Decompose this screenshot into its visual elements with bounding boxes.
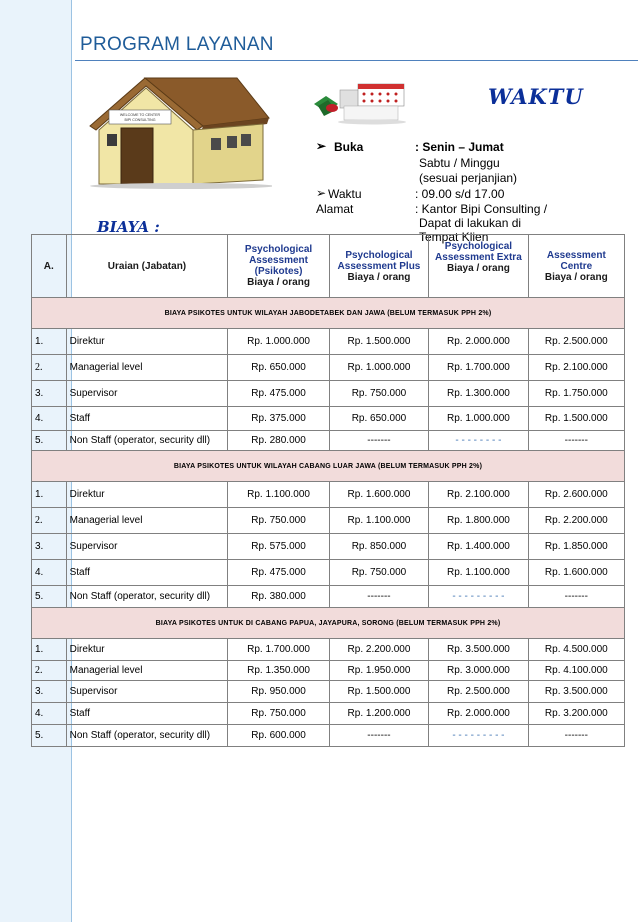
waktu-value: : 09.00 s/d 17.00 xyxy=(415,187,505,201)
house-window xyxy=(227,136,237,148)
price-psikotes: Rp. 380.000 xyxy=(228,586,329,608)
price-psikotes: Rp. 650.000 xyxy=(228,355,329,381)
header-line: (Psikotes) xyxy=(254,266,303,277)
price-extra: Rp. 2.500.000 xyxy=(429,681,528,703)
price-plus: Rp. 650.000 xyxy=(329,407,428,431)
role-cell: Managerial level xyxy=(66,355,228,381)
price-centre: Rp. 2.600.000 xyxy=(528,482,624,508)
row-number: 4. xyxy=(32,703,67,725)
price-psikotes: Rp. 1.100.000 xyxy=(228,482,329,508)
row-number: 3. xyxy=(32,381,67,407)
price-centre: ------- xyxy=(528,431,624,451)
house-sign-line2: BIPI CONSULTING xyxy=(124,118,156,122)
section-title: BIAYA PSIKOTES UNTUK DI CABANG PAPUA, JAYAPURA, SORONG (BELUM TERMASUK PPH 2%) xyxy=(32,608,625,639)
price-psikotes: Rp. 475.000 xyxy=(228,560,329,586)
price-psikotes: Rp. 375.000 xyxy=(228,407,329,431)
price-psikotes: Rp. 475.000 xyxy=(228,381,329,407)
table-row xyxy=(32,329,625,355)
price-extra: - - - - - - - - xyxy=(429,431,528,451)
row-number: 2. xyxy=(32,355,67,381)
header-psychological-assessment xyxy=(228,235,329,298)
section-header-row xyxy=(32,298,625,329)
table-row xyxy=(32,355,625,381)
row-number: 3. xyxy=(32,534,67,560)
price-extra: Rp. 3.000.000 xyxy=(429,661,528,681)
price-centre: Rp. 2.500.000 xyxy=(528,329,624,355)
section-title: BIAYA PSIKOTES UNTUK WILAYAH CABANG LUAR JAWA (BELUM TERMASUK PPH 2%) xyxy=(32,451,625,482)
price-plus: Rp. 1.500.000 xyxy=(329,329,428,355)
price-plus: Rp. 1.950.000 xyxy=(329,661,428,681)
header-line: Psychological xyxy=(444,241,513,252)
house-door xyxy=(121,128,153,184)
title-underline xyxy=(75,60,638,61)
row-number: 4. xyxy=(32,560,67,586)
row-number: 3. xyxy=(32,681,67,703)
buka-extra-2: (sesuai perjanjian) xyxy=(419,171,518,185)
alamat-value: : Kantor Bipi Consulting / xyxy=(415,202,548,216)
price-plus: Rp. 1.600.000 xyxy=(329,482,428,508)
header-line: Biaya / orang xyxy=(347,271,411,283)
header-line: Assessment xyxy=(546,249,606,261)
price-psikotes: Rp. 280.000 xyxy=(228,431,329,451)
table-body xyxy=(32,298,625,747)
header-line: Biaya / orang xyxy=(447,263,510,274)
table-row xyxy=(32,703,625,725)
price-plus: Rp. 1.100.000 xyxy=(329,508,428,534)
price-extra: Rp. 3.500.000 xyxy=(429,639,528,661)
gift-calendar-decoration xyxy=(312,82,408,126)
table-header-row xyxy=(32,235,625,298)
price-centre: Rp. 1.600.000 xyxy=(528,560,624,586)
price-centre: Rp. 4.500.000 xyxy=(528,639,624,661)
buka-value: : Senin – Jumat xyxy=(415,140,504,154)
price-plus: Rp. 1.000.000 xyxy=(329,355,428,381)
role-cell: Non Staff (operator, security dll) xyxy=(66,431,228,451)
price-extra: Rp. 1.300.000 xyxy=(429,381,528,407)
section-title: BIAYA PSIKOTES UNTUK WILAYAH JABODETABEK DAN JAWA (BELUM TERMASUK PPH 2%) xyxy=(32,298,625,329)
house-window xyxy=(107,134,117,146)
price-centre: Rp. 4.100.000 xyxy=(528,661,624,681)
header-no: A. xyxy=(32,235,67,298)
price-extra: - - - - - - - - - xyxy=(429,586,528,608)
waktu-label: Waktu xyxy=(328,187,362,201)
table-row xyxy=(32,586,625,608)
role-cell: Non Staff (operator, security dll) xyxy=(66,725,228,747)
price-centre: Rp. 2.100.000 xyxy=(528,355,624,381)
price-centre: Rp. 3.200.000 xyxy=(528,703,624,725)
price-table xyxy=(31,234,625,747)
header-uraian: Uraian (Jabatan) xyxy=(66,235,228,298)
price-extra: Rp. 1.100.000 xyxy=(429,560,528,586)
header-assessment-centre xyxy=(528,235,624,298)
header-line: Biaya / orang xyxy=(544,271,608,283)
house-window xyxy=(241,134,251,146)
price-extra: Rp. 2.000.000 xyxy=(429,703,528,725)
price-plus: Rp. 750.000 xyxy=(329,381,428,407)
house-illustration xyxy=(87,72,272,190)
row-number: 2. xyxy=(32,508,67,534)
price-extra: Rp. 1.800.000 xyxy=(429,508,528,534)
price-centre: Rp. 3.500.000 xyxy=(528,681,624,703)
role-cell: Supervisor xyxy=(66,681,228,703)
row-number: 1. xyxy=(32,329,67,355)
price-extra: Rp. 1.000.000 xyxy=(429,407,528,431)
price-extra: Rp. 2.100.000 xyxy=(429,482,528,508)
price-centre: ------- xyxy=(528,586,624,608)
price-plus: Rp. 750.000 xyxy=(329,560,428,586)
role-cell: Staff xyxy=(66,407,228,431)
table-row xyxy=(32,681,625,703)
header-line: Assessment xyxy=(249,255,308,266)
row-number: 5. xyxy=(32,586,67,608)
header-line: Psychological xyxy=(244,244,313,255)
buka-extra-1: Sabtu / Minggu xyxy=(419,156,500,170)
header-line: Biaya / orang xyxy=(247,277,310,288)
table-row xyxy=(32,534,625,560)
price-psikotes: Rp. 1.350.000 xyxy=(228,661,329,681)
row-number: 5. xyxy=(32,725,67,747)
buka-label: Buka xyxy=(334,140,364,154)
price-psikotes: Rp. 1.700.000 xyxy=(228,639,329,661)
table-row xyxy=(32,725,625,747)
header-line: Assessment Plus xyxy=(337,260,421,272)
table-row xyxy=(32,381,625,407)
price-plus: ------- xyxy=(329,725,428,747)
header-line: Psychological xyxy=(345,249,413,261)
price-extra: - - - - - - - - - xyxy=(429,725,528,747)
table-row xyxy=(32,482,625,508)
price-centre: Rp. 2.200.000 xyxy=(528,508,624,534)
waktu-bullet: ➢ xyxy=(316,186,327,200)
alamat-extra-2: Tempat Klien xyxy=(419,230,489,244)
price-psikotes: Rp. 1.000.000 xyxy=(228,329,329,355)
row-number: 5. xyxy=(32,431,67,451)
table-row xyxy=(32,560,625,586)
price-plus: Rp. 2.200.000 xyxy=(329,639,428,661)
price-psikotes: Rp. 600.000 xyxy=(228,725,329,747)
price-extra: Rp. 2.000.000 xyxy=(429,329,528,355)
price-centre: ------- xyxy=(528,725,624,747)
page-title: PROGRAM LAYANAN xyxy=(80,34,274,55)
role-cell: Supervisor xyxy=(66,534,228,560)
house-sign-line1: WELCOME TO CENTER xyxy=(119,113,161,117)
price-psikotes: Rp. 750.000 xyxy=(228,508,329,534)
header-line: Centre xyxy=(560,260,593,272)
price-centre: Rp. 1.750.000 xyxy=(528,381,624,407)
table-row xyxy=(32,431,625,451)
role-cell: Non Staff (operator, security dll) xyxy=(66,586,228,608)
role-cell: Staff xyxy=(66,703,228,725)
price-psikotes: Rp. 575.000 xyxy=(228,534,329,560)
price-plus: Rp. 1.200.000 xyxy=(329,703,428,725)
row-number: 1. xyxy=(32,639,67,661)
section-header-row xyxy=(32,608,625,639)
role-cell: Staff xyxy=(66,560,228,586)
role-cell: Supervisor xyxy=(66,381,228,407)
price-plus: ------- xyxy=(329,586,428,608)
role-cell: Managerial level xyxy=(66,508,228,534)
price-psikotes: Rp. 750.000 xyxy=(228,703,329,725)
role-cell: Direktur xyxy=(66,639,228,661)
role-cell: Direktur xyxy=(66,482,228,508)
table-row xyxy=(32,508,625,534)
header-assessment-extra xyxy=(429,235,528,298)
price-extra: Rp. 1.400.000 xyxy=(429,534,528,560)
house-window xyxy=(211,138,221,150)
role-cell: Managerial level xyxy=(66,661,228,681)
row-number: 4. xyxy=(32,407,67,431)
header-assessment-plus xyxy=(329,235,428,298)
price-extra: Rp. 1.700.000 xyxy=(429,355,528,381)
table-row xyxy=(32,661,625,681)
row-number: 1. xyxy=(32,482,67,508)
price-plus: ------- xyxy=(329,431,428,451)
header-line: Assessment Extra xyxy=(435,252,522,263)
price-centre: Rp. 1.500.000 xyxy=(528,407,624,431)
waktu-heading: WAKTU xyxy=(488,84,584,109)
row-number: 2. xyxy=(32,661,67,681)
price-centre: Rp. 1.850.000 xyxy=(528,534,624,560)
buka-bullet: ➢ xyxy=(316,139,327,153)
alamat-extra-1: Dapat di lakukan di xyxy=(419,216,522,230)
price-plus: Rp. 1.500.000 xyxy=(329,681,428,703)
table-row xyxy=(32,639,625,661)
biaya-heading: BIAYA : xyxy=(97,218,160,236)
section-header-row xyxy=(32,451,625,482)
price-psikotes: Rp. 950.000 xyxy=(228,681,329,703)
price-plus: Rp. 850.000 xyxy=(329,534,428,560)
role-cell: Direktur xyxy=(66,329,228,355)
table-row xyxy=(32,407,625,431)
alamat-label: Alamat xyxy=(316,202,354,216)
